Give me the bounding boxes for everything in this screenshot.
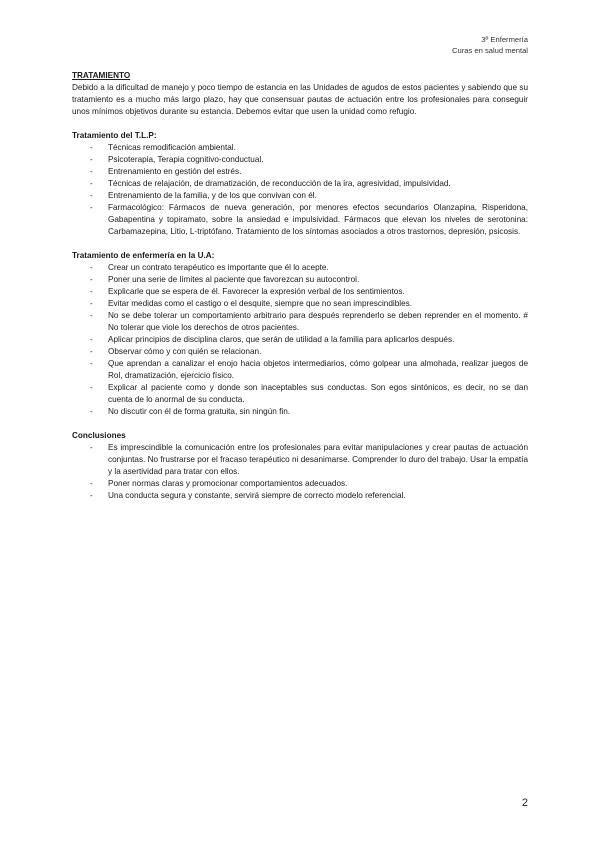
dash-marker: -	[90, 383, 93, 392]
section-tratamiento	[72, 70, 528, 118]
list-item: - Explicar al paciente como y donde son inaceptables sus conductas. Son egos sintónicos, es decir, no se dan cuenta de lo anormal de su conducta.	[90, 383, 528, 404]
dash-marker: -	[90, 491, 93, 500]
dash-marker: -	[90, 275, 93, 284]
dash-marker: -	[90, 203, 93, 212]
header-subject: Curas en salud mental	[452, 46, 528, 55]
dash-marker: -	[90, 191, 93, 200]
list-item: - Evitar medidas como el castigo o el desquite, siempre que no sean imprescindibles.	[90, 299, 413, 308]
list-item: - Crear un contrato terapéutico es importante que él lo acepte.	[90, 263, 329, 272]
dash-marker: -	[90, 407, 93, 416]
section-title-enfermeria: Tratamiento de enfermería en la U.A:	[72, 251, 215, 260]
list-item: - Observar cómo y con quién se relacionan.	[90, 347, 262, 356]
conclusiones-list	[72, 442, 528, 502]
list-item: - Entrenamiento de la familia, y de los que convivan con él.	[90, 191, 317, 200]
dash-marker: -	[90, 311, 93, 320]
section-tlp	[72, 130, 528, 238]
list-item: - Entrenamiento en gestión del estrés.	[90, 167, 242, 176]
section-title-conclusiones: Conclusiones	[72, 431, 126, 440]
dash-marker: -	[90, 287, 93, 296]
list-item: - Que aprendan a canalizar el enojo hacia objetos intermediarios, cómo golpear una almohada, realizar juegos de Rol, dramatización, ejercicio físico.	[90, 359, 528, 380]
dash-marker: -	[90, 359, 93, 368]
list-item: - Psicoterapia, Terapia cognitivo-conductual.	[90, 155, 264, 164]
list-item: - Poner una serie de límites al paciente que favorezcan su autocontrol.	[90, 275, 360, 284]
dash-marker: -	[90, 167, 93, 176]
page-content	[72, 70, 528, 502]
page-header	[452, 34, 528, 56]
list-item: - Técnicas de relajación, de dramatización, de reconducción de la ira, agresividad, impulsividad.	[90, 179, 451, 188]
dash-marker: -	[90, 335, 93, 344]
section-conclusiones	[72, 430, 528, 502]
list-item: - No discutir con él de forma gratuita, sin ningún fin.	[90, 407, 291, 416]
list-item: - Aplicar principios de disciplina claros, que serán de utilidad a la familia para aplicarlos después.	[90, 335, 455, 344]
list-item: - No se debe tolerar un comportamiento arbitrario para después reprenderlo se deben reprender en el momento. # No tolerar que viole los derechos de otros pacientes.	[90, 311, 528, 332]
dash-marker: -	[90, 347, 93, 356]
section-enfermeria	[72, 250, 528, 418]
dash-marker: -	[90, 299, 93, 308]
list-item: - Farmacológico: Fármacos de nueva generación, por menores efectos secundarios Olanzapina, Risperidona, Gabapentina y topiramato, sobre la ansiedad e impulsividad. Fármacos que elevan los niveles de serotonina: Carbamazepina, Litio, L-triptófano. Tratamiento de los síntomas asociados a otros trastornos, depresión, psicosis.	[90, 203, 528, 236]
section-title-tratamiento: TRATAMIENTO	[72, 71, 131, 80]
enfermeria-list	[72, 262, 528, 418]
dash-marker: -	[90, 179, 93, 188]
list-item: - Una conducta segura y constante, servirá siempre de correcto modelo referencial.	[90, 491, 406, 500]
dash-marker: -	[90, 443, 93, 452]
list-item: - Explicarle que se espera de él. Favorecer la expresión verbal de los sentimientos.	[90, 287, 405, 296]
page-number: 2	[521, 797, 528, 809]
list-item: - Poner normas claras y promocionar comportamientos adecuados.	[90, 479, 348, 488]
header-course: 3º Enfermería	[481, 35, 528, 44]
dash-marker: -	[90, 479, 93, 488]
dash-marker: -	[90, 143, 93, 152]
dash-marker: -	[90, 155, 93, 164]
section-title-tlp: Tratamiento del T.L.P:	[72, 131, 157, 140]
tlp-list	[72, 142, 528, 238]
list-item: - Es imprescindible la comunicación entre los profesionales para evitar manipulaciones y crear pautas de actuación conjuntas. No frustrarse por el fracaso terapéutico ni desanimarse. Comprender lo duro del trabajo. Usar la empatía y la asertividad para tratar con ellos.	[90, 443, 528, 476]
tratamiento-paragraph: Debido a la dificultad de manejo y poco tiempo de estancia en las Unidades de agudos de estos pacientes y sabiendo que su tratamiento es a mucho más largo plazo, hay que consensuar pautas de actuación entre los profesionales para conseguir unos mínimos objetivos durante su estancia. Debemos evitar que usen la unidad como refugio.	[72, 83, 528, 116]
dash-marker: -	[90, 263, 93, 272]
list-item: - Técnicas remodificación ambiental.	[90, 143, 236, 152]
